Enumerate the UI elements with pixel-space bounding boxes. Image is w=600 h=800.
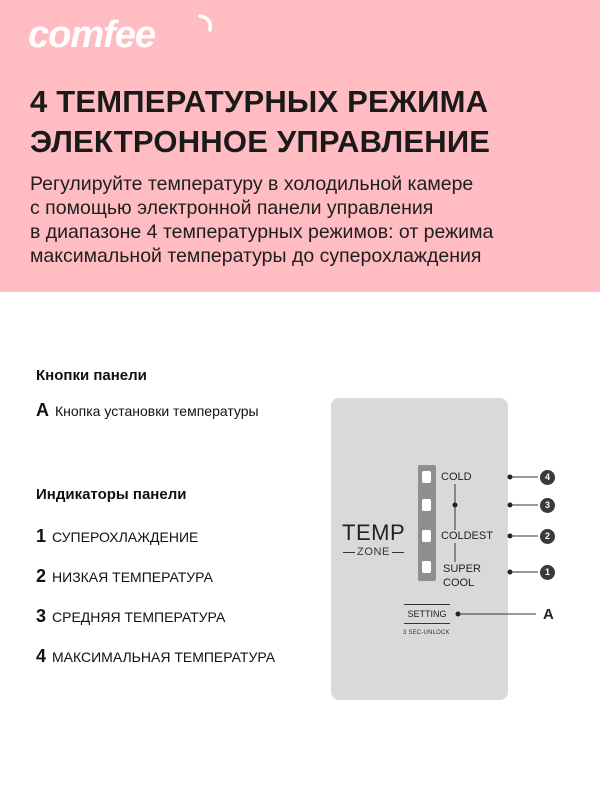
zone-label: ZONE	[357, 546, 390, 558]
item-label: НИЗКАЯ ТЕМПЕРАТУРА	[52, 569, 213, 585]
callout-badge-1: 1	[540, 565, 555, 580]
item-key: 2	[36, 566, 47, 586]
callout-badge-2: 2	[540, 529, 555, 544]
item-key: 1	[36, 526, 47, 546]
page-title-line2: ЭЛЕКТРОННОЕ УПРАВЛЕНИЕ	[30, 124, 491, 159]
page-title-line1: 4 ТЕМПЕРАТУРНЫХ РЕЖИМА	[30, 84, 489, 119]
item-label: СУПЕРОХЛАЖДЕНИЕ	[52, 529, 199, 545]
item-key: A	[36, 400, 49, 420]
callout-letter-a: A	[543, 606, 554, 623]
item-label: МАКСИМАЛЬНАЯ ТЕМПЕРАТУРА	[52, 649, 276, 665]
description-line: максимальной температуры до суперохлаждения	[30, 245, 482, 267]
description-line: в диапазоне 4 температурных режимов: от режима	[30, 221, 494, 243]
description-line: с помощью электронной панели управления	[30, 197, 434, 219]
unlock-hint: 3 SEC-UNLOCK	[403, 630, 450, 636]
callout-badge-4: 4	[540, 470, 555, 485]
cool-label: COOL	[443, 577, 475, 589]
cold-label: COLD	[441, 471, 472, 483]
item-key: 3	[36, 606, 47, 626]
item-label: СРЕДНЯЯ ТЕМПЕРАТУРА	[52, 609, 226, 625]
buttons-heading: Кнопки панели	[36, 367, 147, 384]
indicators-heading: Индикаторы панели	[36, 486, 187, 503]
setting-button[interactable]: SETTING	[404, 604, 450, 624]
coldest-label: COLDEST	[441, 530, 493, 542]
temp-label: TEMP	[342, 520, 406, 545]
callout-badge-3: 3	[540, 498, 555, 513]
super-label: SUPER	[443, 563, 481, 575]
item-label: Кнопка установки температуры	[55, 403, 259, 419]
description-line: Регулируйте температуру в холодильной камере	[30, 173, 474, 195]
brand-logo: comfee	[28, 14, 156, 56]
item-key: 4	[36, 646, 47, 666]
